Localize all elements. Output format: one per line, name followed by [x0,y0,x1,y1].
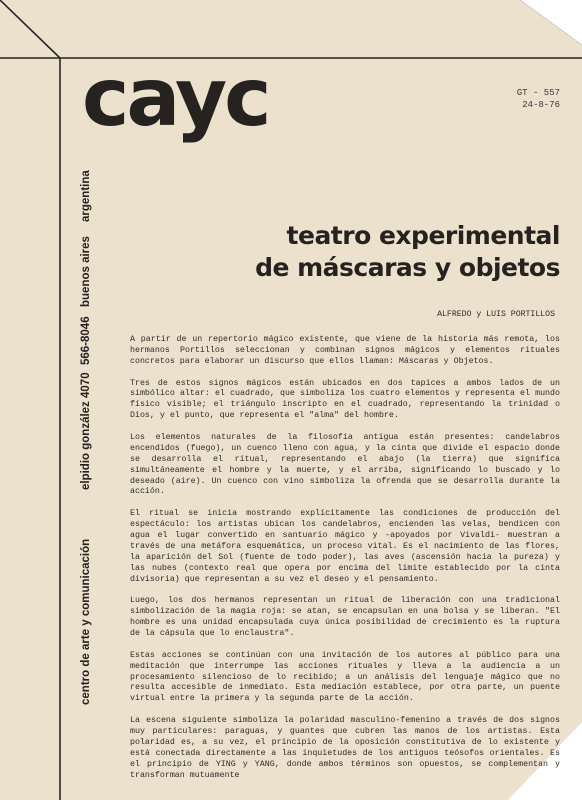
sidebar-phone: 566-8046 [80,316,92,365]
authors-line: ALFREDO y LUIS PORTILLOS [437,310,555,319]
brand-logo: cayc [82,51,269,144]
title-line-1: teatro experimental [286,221,560,250]
body-text [130,335,560,792]
sidebar-street: elpidio gonzález 4070 [80,372,92,490]
reference-number: GT - 557 [516,88,560,98]
paragraph: A partir de un repertorio mágico existente, que viene de la historia más remota, los hermanos Portillos seleccionan y combinan signos mágicos y elementos rituales concretos para elaborar un discurso que ellos llaman: Máscaras y Objetos. [130,335,560,366]
document-title [180,220,560,284]
reference-date: 24-8-76 [522,100,560,110]
paragraph: La escena siguiente simboliza la polaridad masculino-femenino a través de dos signos muy particulares: paraguas, y guantes que cubren las manos de los artistas. Esta polaridad es, a su vez, el principio de la oposición constitutiva de lo existente y está conectada directamente a las inquietudes de los antiguos teósofos orientales. Es el principio de YING y YANG, donde ambos términos son opuestos, se complementan y transforman mutuamente [130,716,560,780]
sidebar-address [79,170,93,705]
paragraph: Luego, los dos hermanos representan un ritual de liberación con una tradicional simbolización de la magia roja: se atan, se encapsulan en una bolsa y se liberan. "El hombre es una unidad encapsulada cuya única posibilidad de crecimiento es la ruptura de la cápsula que lo enclaustra". [130,596,560,639]
sidebar-institution: centro de arte y comunicación [80,538,92,705]
paragraph: El ritual se inicia mostrando explícitamente las condiciones de producción del espectáculo: los artistas ubican los candelabros, encienden las velas, bendicen con agua el lugar convertido en santuario mágico y -apoyados por Vivaldi- muestran a través de una metáfora esquemática, un proceso vital. Es el nacimiento de las flores, la aparición del Sol (fuente de todo poder), las aves (ascensión hacia la pureza) y las nubes (contexto real que opera por encima del límite establecido por la cinta divisoria) que representan a su vez el deseo y el pensamiento. [130,509,560,584]
reference-code [500,87,560,111]
paragraph: Tres de estos signos mágicos están ubicados en dos tapices a ambos lados de un simbólico altar: el cuadrado, que simboliza los cuatro elementos y representa el mundo físico visible; el triángulo inscripto en el cuadrado, representando la trinidad o Dios, y el punto, que representa el "alma" del hombre. [130,378,560,421]
sidebar-city: buenos aires [80,236,92,307]
title-line-2: de máscaras y objetos [255,253,560,282]
sidebar-country: argentina [80,170,92,222]
paragraph: Estas acciones se continúan con una invitación de los autores al público para una meditación que interrumpe las acciones rituales y lleva a la audiencia a un procesamiento silencioso de lo recibido; a un análisis del lenguaje mágico que no resulta accesible de inmediato. Esta mediación establece, por otra parte, un puente virtual entre la primera y la segunda parte de la acción. [130,650,560,704]
paragraph: Los elementos naturales de la filosofía antigua están presentes: candelabros encendidos (fuego), un cuenco lleno con agua, y la cinta que divide el espacio donde se desarrolla el ritual, representando el abajo (la tierra) que significa simultáneamente el hombre y la muerte, y el arriba, significando lo buscado y lo deseado (aire). Un cuenco con vino simboliza la ofrenda que se desarrolla durante la acción. [130,432,560,497]
